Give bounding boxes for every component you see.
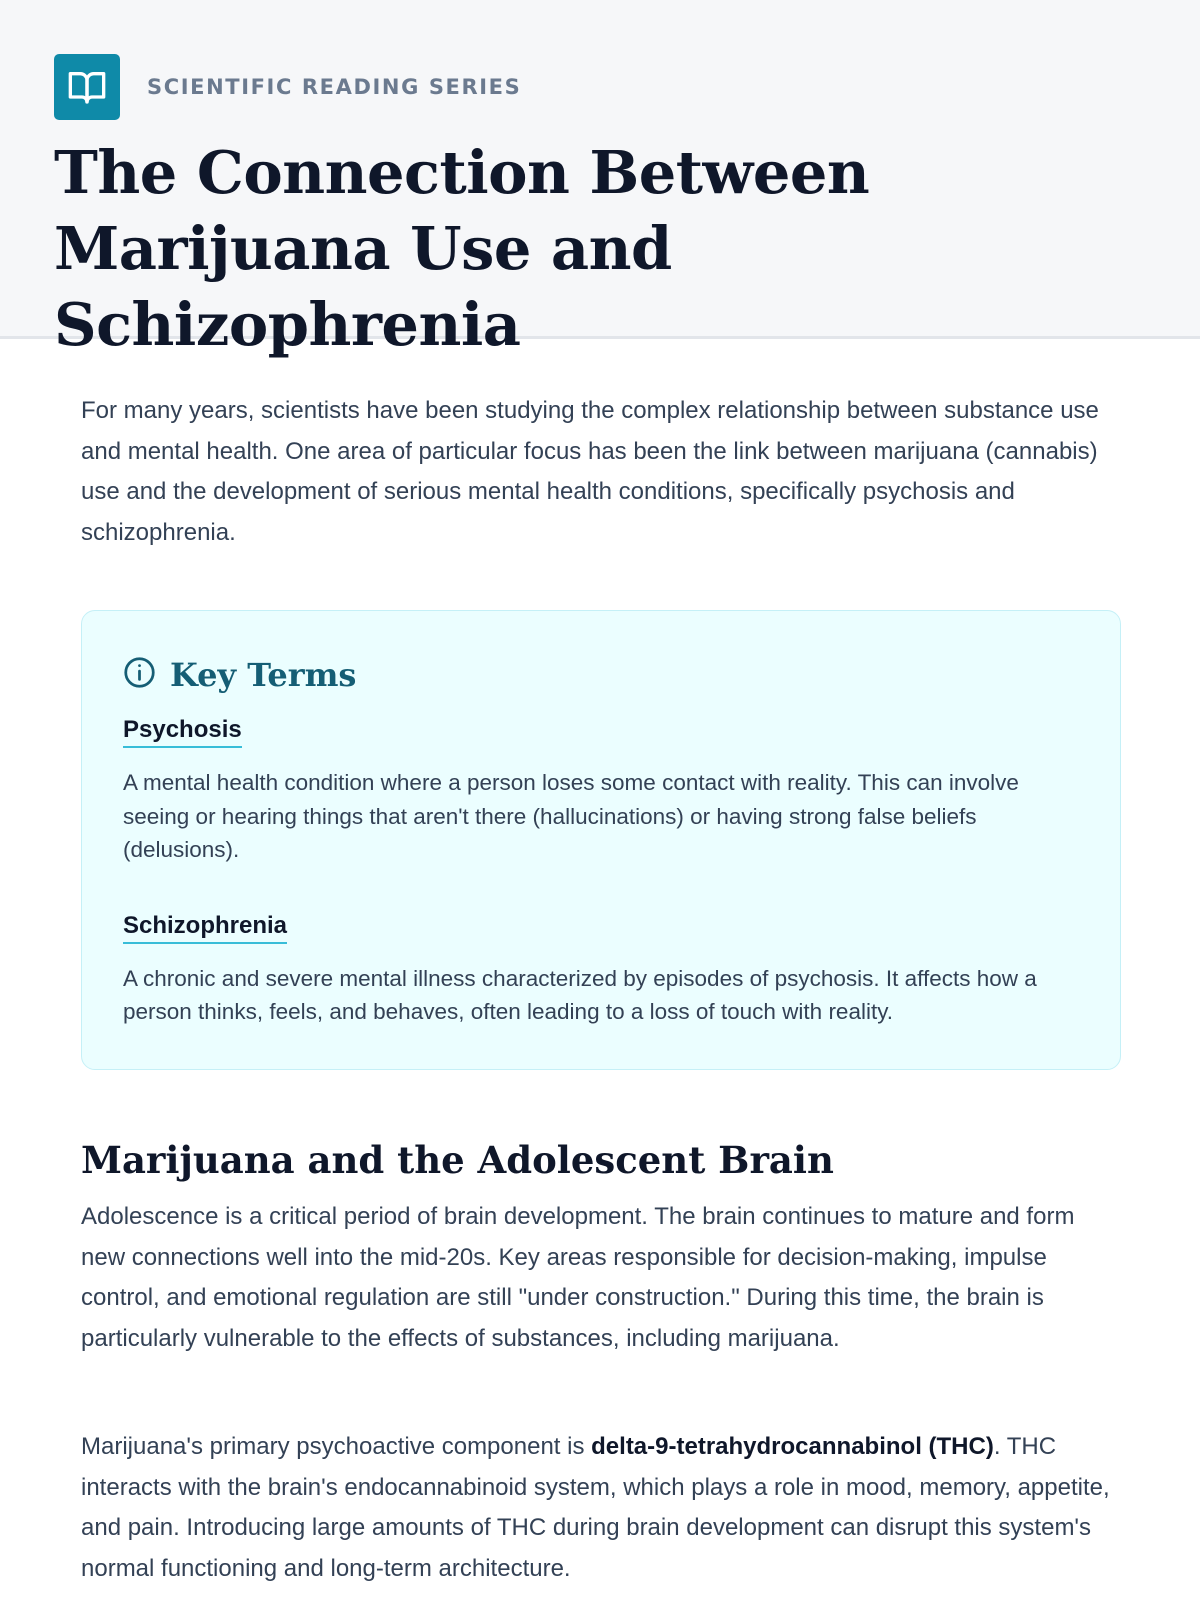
section-paragraph bbox=[81, 1427, 1121, 1589]
article-content bbox=[81, 339, 1121, 1582]
intro-paragraph: For many years, scientists have been studying the complex relationship between substance use and mental health. One area of particular focus has been the link between marijuana (cannabis) use and the development of serious mental health conditions, specifically psychosis and schizophrenia. bbox=[81, 397, 1099, 546]
term-definition: A chronic and severe mental illness characterized by episodes of psychosis. It affects how a person thinks, feels, and behaves, often leading to a loss of touch with reality. bbox=[123, 965, 1037, 1024]
term-name: Psychosis bbox=[123, 715, 242, 748]
key-terms-title: Key Terms bbox=[170, 656, 357, 694]
key-terms-heading bbox=[123, 651, 1080, 699]
thc-term: delta-9-tetrahydrocannabinol (THC) bbox=[591, 1433, 994, 1460]
page-title: The Connection Between Marijuana Use and Schizophrenia bbox=[54, 138, 870, 359]
term-item bbox=[123, 715, 1080, 867]
section-heading: Marijuana and the Adolescent Brain bbox=[81, 1138, 834, 1182]
term-name: Schizophrenia bbox=[123, 911, 287, 944]
series-label: SCIENTIFIC READING SERIES bbox=[147, 75, 522, 99]
term-item bbox=[123, 911, 1080, 1029]
section-paragraph: Adolescence is a critical period of brain development. The brain continues to mature and form new connections well into the mid-20s. Key areas responsible for decision-making, impulse control, and emotional regulation are still "under construction." During this time, the brain is particularly vulnerable to the effects of substances, including marijuana. bbox=[81, 1203, 1075, 1352]
key-terms-box bbox=[81, 610, 1121, 1070]
open-book-icon bbox=[54, 54, 120, 120]
info-circle-icon bbox=[123, 656, 156, 694]
series-row bbox=[54, 54, 521, 120]
paragraph-text: Marijuana's primary psychoactive component is bbox=[81, 1433, 592, 1460]
term-definition: A mental health condition where a person loses some contact with reality. This can involve seeing or hearing things that aren't there (hallucinations) or having strong false beliefs (delusions). bbox=[123, 770, 1019, 862]
page-header bbox=[0, 0, 1200, 359]
paragraph-text: . THC interacts with the brain's endocannabinoid system, which plays a role in mood, memory, appetite, and pain. Introducing large amounts of THC during brain development can disrupt this system's normal functioning and long-term architecture. bbox=[81, 1433, 1110, 1582]
